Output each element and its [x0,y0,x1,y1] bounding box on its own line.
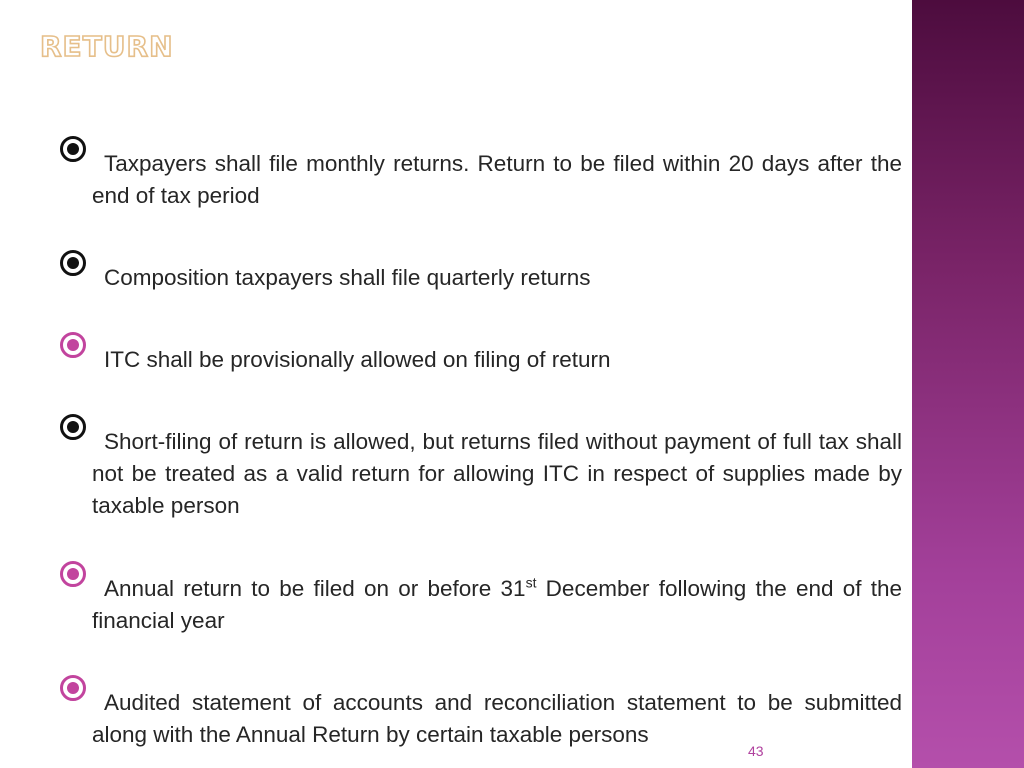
bullet-target-icon [60,332,86,358]
bullet-text: Composition taxpayers shall file quarterly returns [104,265,591,290]
bullet-item [60,136,902,212]
bullet-item [60,332,902,376]
bullet-item [60,561,902,637]
bullet-item [60,675,902,751]
decorative-side-band [912,0,1024,768]
bullet-text [92,561,902,637]
bullet-target-icon [60,414,86,440]
bullet-target-icon [60,561,86,587]
bullet-item [60,250,902,294]
bullet-text: Audited statement of accounts and reconciliation statement to be submitted along with the Annual Return by certain taxable persons [92,690,902,747]
bullet-text: Short-filing of return is allowed, but returns filed without payment of full tax shall not be treated as a valid return for allowing ITC in respect of supplies made by taxable person [92,429,902,518]
bullet-text-part: Annual return to be filed on or before 31 [104,576,526,601]
bullet-target-icon [60,136,86,162]
superscript-ordinal: st [525,574,537,591]
bullet-text-part: December following the end of the financial year [92,576,902,633]
bullet-target-icon [60,250,86,276]
bullet-target-icon [60,675,86,701]
slide-title: RETURN [40,30,174,63]
bullet-text: Taxpayers shall file monthly returns. Return to be filed within 20 days after the end of tax period [92,151,902,208]
bullet-text: ITC shall be provisionally allowed on filing of return [104,347,611,372]
bullet-item [60,414,902,522]
page-number: 43 [748,743,764,759]
